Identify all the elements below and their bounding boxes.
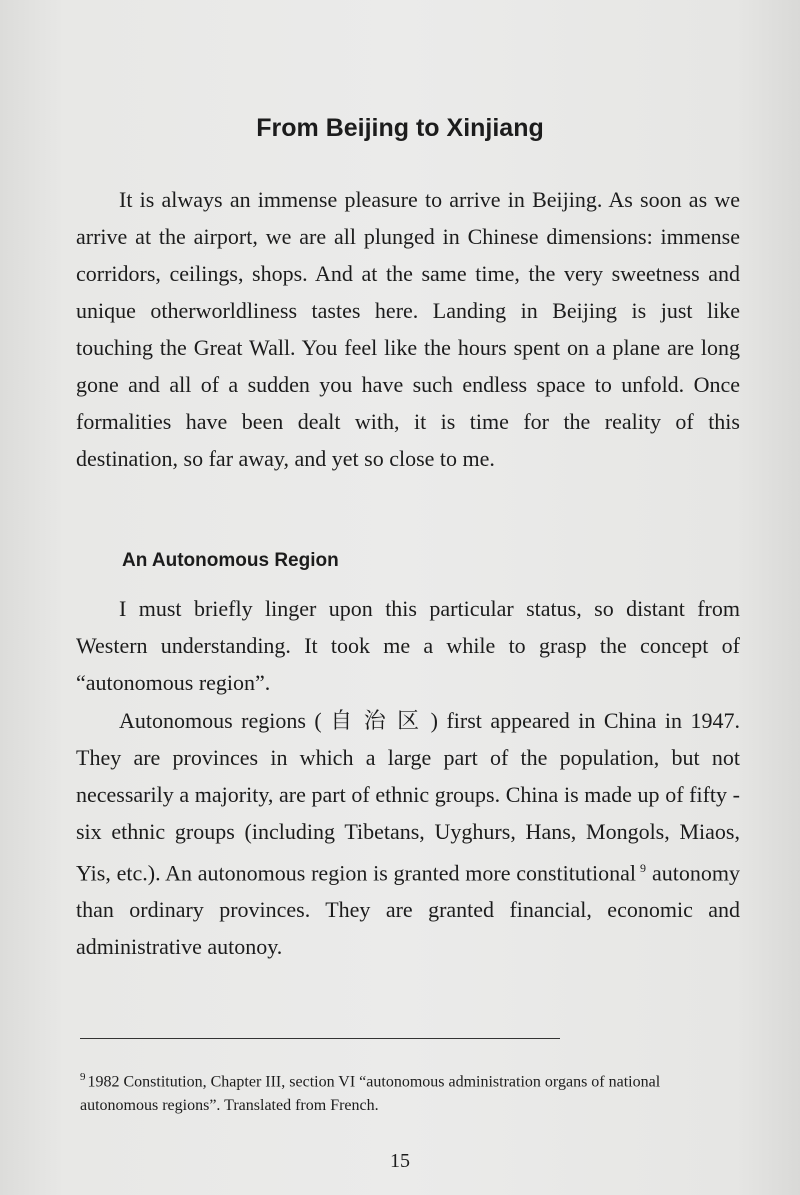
footnote-divider bbox=[80, 1038, 560, 1039]
paragraph-text-after-note: autonomy than ordinary provinces. They are granted financial, economic and administrative autonoy. bbox=[76, 860, 740, 960]
paragraph-autonomous-regions bbox=[76, 702, 740, 965]
section-heading: An Autonomous Region bbox=[122, 550, 339, 571]
paragraph-arrival: It is always an immense pleasure to arrive in Beijing. As soon as we arrive at the airport, we are all plunged in Chinese dimensions: immense corridors, ceilings, shops. And at the same time, the very sweetness and unique otherworldliness tastes here. Landing in Beijing is just like touching the Great Wall. You feel like the hours spent on a plane are long gone and all of a sudden you have such endless space to unfold. Once formalities have been dealt with, it is time for the reality of this destination, so far away, and yet so close to me. bbox=[76, 187, 740, 471]
paragraph-text-before-note: Autonomous regions ( 自 治 区 ) first appeared in China in 1947. They are provinces in which a large part of the population, but not necessarily a majority, are part of ethnic groups. China is made up of fifty - six ethnic groups (including Tibetans, Uyghurs, Hans, Mongols, Miaos, Yis, etc.). An autonomous region is granted more constitutional bbox=[76, 708, 740, 886]
footnote-reference: 9 bbox=[640, 861, 646, 875]
page-number: 15 bbox=[390, 1150, 410, 1172]
footnote-number: 9 bbox=[80, 1071, 86, 1083]
footnote-text: 1982 Constitution, Chapter III, section VI “autonomous administration organs of national autonomous regions”. Translated from French. bbox=[80, 1073, 661, 1115]
chapter-title: From Beijing to Xinjiang bbox=[256, 114, 544, 142]
footnote bbox=[80, 1065, 740, 1118]
paragraph-status: I must briefly linger upon this particular status, so distant from Western understanding. It took me a while to grasp the concept of “autonomous region”. bbox=[76, 596, 740, 695]
